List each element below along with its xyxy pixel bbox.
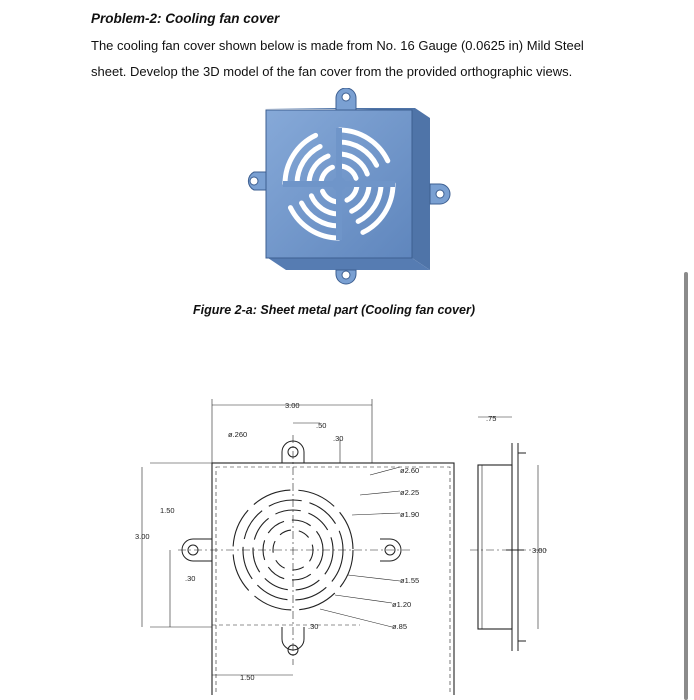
problem-description [91, 33, 651, 85]
dim-left-tab: .30 [185, 574, 196, 583]
side-height: 3.00 [532, 546, 547, 555]
dim-height: 3.00 [135, 532, 150, 541]
dim-width-top: 3.00 [285, 401, 300, 410]
description-line-2: sheet. Develop the 3D model of the fan cover from the provided orthographic views. [91, 64, 573, 79]
dim-half-width: 1.50 [240, 673, 255, 682]
dia-2-60: ø2.60 [400, 466, 420, 475]
dim-bottom-tab: .30 [308, 622, 319, 631]
dim-tab-offset: .50 [316, 421, 327, 430]
figure-caption: Figure 2-a: Sheet metal part (Cooling fan cover) [193, 303, 475, 317]
vertical-scrollbar[interactable] [684, 272, 688, 700]
dim-hole-diameter: ø.260 [228, 430, 248, 439]
fan-cover-body [248, 88, 450, 284]
dia-2-25: ø2.25 [400, 488, 420, 497]
dia-1-90: ø1.90 [400, 510, 420, 519]
dia-1-20: ø1.20 [392, 600, 412, 609]
orthographic-drawing [130, 395, 560, 695]
fan-cover-3d-view [240, 88, 460, 288]
dimension-labels [135, 401, 547, 682]
problem-heading: Problem-2: Cooling fan cover [91, 11, 280, 26]
side-depth: .75 [486, 414, 497, 423]
description-line-1: The cooling fan cover shown below is made from No. 16 Gauge (0.0625 in) Mild Steel [91, 38, 584, 53]
dim-tab-height: .30 [333, 434, 344, 443]
dim-half-height: 1.50 [160, 506, 175, 515]
dia-0-85: ø.85 [392, 622, 408, 631]
dia-1-55: ø1.55 [400, 576, 420, 585]
